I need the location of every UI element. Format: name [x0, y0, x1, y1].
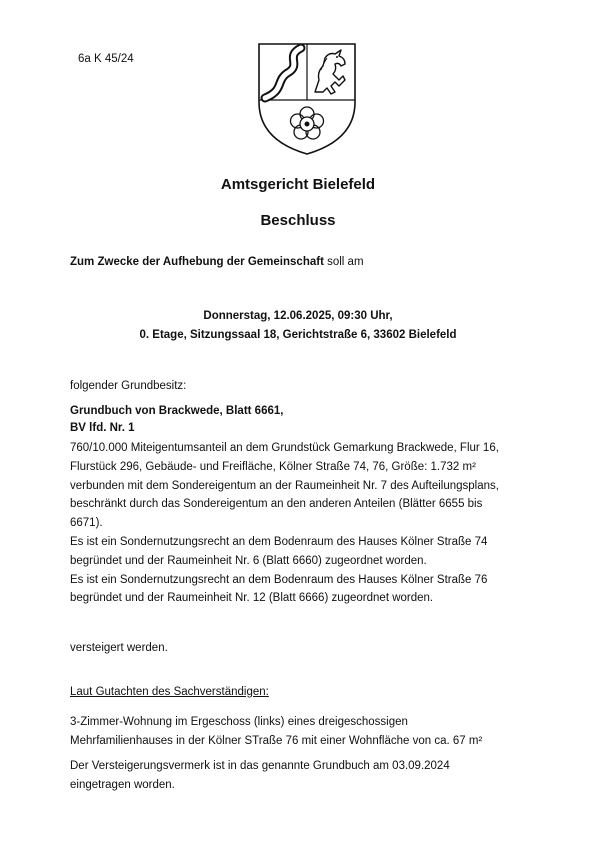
intro-sentence [70, 256, 364, 268]
case-number: 6a K 45/24 [78, 53, 134, 65]
court-name: Amtsgericht Bielefeld [220, 176, 376, 193]
appointment-location: 0. Etage, Sitzungssaal 18, Gerichtstraße 6, 33602 Bielefeld [139, 329, 457, 341]
expert-heading: Laut Gutachten des Sachverständigen: [70, 686, 269, 698]
description-line: 760/10.000 Miteigentumsanteil an dem Grundstück Gemarkung Brackwede, Flur 16, [70, 442, 499, 454]
expert-description [70, 713, 482, 750]
intro-purpose: Zum Zwecke der Aufhebung der Gemeinschaft [70, 256, 324, 268]
coat-of-arms-nrw-icon [255, 40, 359, 158]
property-description [70, 439, 499, 608]
description-line: begründet und der Raumeinheit Nr. 12 (Blatt 6666) zugeordnet worden. [70, 592, 434, 605]
property-intro: folgender Grundbesitz: [70, 380, 187, 392]
auction-note-line: Der Versteigerungsvermerk ist in das genannte Grundbuch am 03.09.2024 [70, 760, 450, 772]
auction-note [70, 757, 450, 795]
expert-line: 3-Zimmer-Wohnung im Ergeschoss (links) eines dreigeschossigen [70, 716, 408, 728]
description-line: beschränkt durch das Sondereigentum an den anderen Anteilen (Blätter 6655 bis [70, 498, 483, 511]
bv-number: BV lfd. Nr. 1 [70, 422, 135, 434]
land-register-title: Grundbuch von Brackwede, Blatt 6661, [70, 405, 284, 417]
expert-line: Mehrfamilienhauses in der Kölner STraße 76 mit einer Wohnfläche von ca. 67 m² [70, 734, 483, 747]
auction-note-line: eingetragen worden. [70, 779, 175, 791]
description-line: begründet und der Raumeinheit Nr. 6 (Blatt 6660) zugeordnet worden. [70, 554, 427, 567]
description-line: Es ist ein Sondernutzungsrecht an dem Bodenraum des Hauses Kölner Straße 76 [70, 573, 488, 586]
description-line: verbunden mit dem Sondereigentum an der Raumeinheit Nr. 7 des Aufteilungsplans, [70, 479, 499, 492]
description-line: Flurstück 296, Gebäude- und Freifläche, Kölner Straße 74, 76, Größe: 1.732 m² [70, 460, 476, 473]
intro-rest: soll am [323, 256, 364, 268]
description-line: 6671). [70, 517, 103, 530]
appointment-date: Donnerstag, 12.06.2025, 09:30 Uhr, [203, 310, 393, 322]
description-line: Es ist ein Sondernutzungsrecht an dem Bodenraum des Hauses Kölner Straße 74 [70, 535, 488, 548]
document-type: Beschluss [260, 212, 336, 229]
auction-statement: versteigert werden. [70, 642, 168, 654]
